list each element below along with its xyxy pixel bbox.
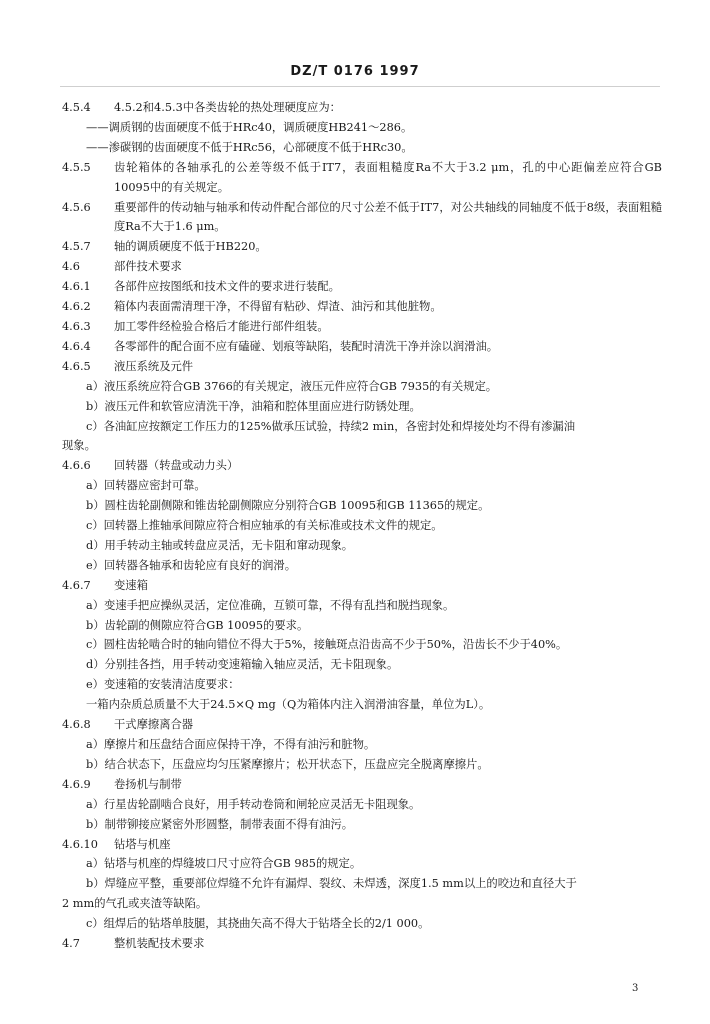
- clause-text: 4.5.2和4.5.3中各类齿轮的热处理硬度应为：: [114, 101, 341, 114]
- clause-line: [62, 98, 662, 118]
- list-item: 一箱内杂质总质量不大于24.5×Q mg（Q为箱体内注入润滑油容量，单位为L）。: [86, 698, 491, 712]
- clause-text: 重要部件的传动轴与轴承和传动件配合部位的尺寸公差不低于IT7，对公共轴线的同轴度不低于8级，表面粗糙度Ra不大于1.6 μm。: [114, 200, 662, 234]
- clause-text: 齿轮箱体的各轴承孔的公差等级不低于IT7，表面粗糙度Ra不大于3.2 μm，孔的中心距偏差应符合GB 10095中的有关规定。: [114, 160, 662, 194]
- clause-number: 4.6.8: [62, 718, 91, 732]
- list-item: c）圆柱齿轮啮合时的轴向错位不得大于5%，接触斑点沿齿高不少于50%，沿齿长不少于40%。: [86, 638, 568, 652]
- clause-line: [62, 775, 662, 795]
- clause-text: 回转器（转盘或动力头）: [114, 459, 239, 473]
- clause-line: [62, 237, 662, 257]
- document-header: DZ/T 0176 1997: [290, 64, 420, 79]
- list-item: a）回转器应密封可靠。: [86, 479, 206, 493]
- clause-line: [62, 576, 662, 596]
- list-item: c）回转器上推轴承间隙应符合相应轴承的有关标准或技术文件的规定。: [86, 519, 443, 533]
- clause-number: 4.6.7: [62, 578, 91, 592]
- clause-text: 整机装配技术要求: [114, 937, 205, 951]
- list-item: a）摩擦片和压盘结合面应保持干净，不得有油污和脏物。: [86, 738, 376, 751]
- list-item: a）液压系统应符合GB 3766的有关规定，液压元件应符合GB 7935的有关规定。: [86, 379, 498, 393]
- clause-paragraph: [62, 158, 662, 198]
- list-item: a）变速手把应操纵灵活，定位准确，互锁可靠，不得有乱挡和脱挡现象。: [86, 598, 455, 612]
- list-item: b）齿轮副的侧隙应符合GB 10095的要求。: [86, 618, 309, 632]
- clause-number: 4.6: [62, 260, 80, 274]
- clause-text: 箱体内表面需清理干净，不得留有粘砂、焊渣、油污和其他脏物。: [114, 300, 442, 314]
- continuation-line: 2 mm的气孔或夹渣等缺陷。: [62, 897, 208, 911]
- clause-line: [62, 277, 662, 297]
- clause-line: [62, 835, 662, 855]
- continuation-line: 现象。: [62, 439, 96, 453]
- clause-line: [62, 297, 662, 317]
- list-item: b）焊缝应平整，重要部位焊缝不允许有漏焊、裂纹、未焊透，深度1.5 mm以上的咬边和直径大于: [86, 877, 577, 891]
- clause-text: 加工零件经检验合格后才能进行部件组装。: [114, 319, 329, 333]
- clause-text: 轴的调质硬度不低于HB220。: [114, 240, 267, 254]
- clause-number: 4.6.6: [62, 459, 91, 473]
- clause-number: 4.6.3: [62, 319, 91, 333]
- clause-number: 4.6.9: [62, 777, 91, 791]
- list-item: a）行星齿轮副啮合良好，用手转动卷筒和闸轮应灵活无卡阻现象。: [86, 797, 421, 811]
- clause-line: [62, 357, 662, 377]
- clause-text: 各部件应按图纸和技术文件的要求进行装配。: [114, 280, 340, 294]
- list-item: c）各油缸应按额定工作压力的125%做承压试验，持续2 min，各密封处和焊接处均不得有渗漏油: [86, 419, 575, 433]
- clause-line: [62, 715, 662, 735]
- clause-paragraph: [62, 198, 662, 238]
- list-item: ——渗碳钢的齿面硬度不低于HRc56，心部硬度不低于HRc30。: [86, 140, 413, 154]
- list-item: ——调质钢的齿面硬度不低于HRc40，调质硬度HB241～286。: [86, 120, 413, 134]
- clause-line: [62, 456, 662, 476]
- clause-line: [62, 317, 662, 337]
- list-item: d）用手转动主轴或转盘应灵活，无卡阻和窜动现象。: [86, 538, 354, 552]
- list-item: b）制带铆接应紧密外形圆整，制带表面不得有油污。: [86, 817, 354, 831]
- clause-number: 4.7: [62, 937, 80, 951]
- clause-number: 4.6.10: [62, 837, 98, 851]
- clause-text: 液压系统及元件: [114, 359, 194, 373]
- clause-text: 变速箱: [114, 578, 148, 592]
- clause-number: 4.6.5: [62, 359, 91, 373]
- document-body: [62, 98, 662, 954]
- clause-number: 4.5.6: [62, 200, 91, 214]
- clause-text: 各零部件的配合面不应有磕碰、划痕等缺陷，装配时清洗干净并涂以润滑油。: [114, 339, 499, 353]
- list-item: e）回转器各轴承和齿轮应有良好的润滑。: [86, 558, 297, 572]
- clause-line: [62, 934, 662, 954]
- header-rule: [60, 86, 660, 87]
- clause-number: 4.5.4: [62, 101, 91, 114]
- list-item: d）分别挂各挡，用手转动变速箱输入轴应灵活，无卡阻现象。: [86, 658, 399, 672]
- list-item: b）圆柱齿轮副侧隙和锥齿轮副侧隙应分别符合GB 10095和GB 11365的规定。: [86, 499, 490, 513]
- clause-text: 卷扬机与制带: [114, 777, 182, 791]
- clause-line: [62, 257, 662, 277]
- list-item: a）钻塔与机座的焊缝坡口尺寸应符合GB 985的规定。: [86, 857, 362, 871]
- list-item: b）液压元件和软管应清洗干净，油箱和腔体里面应进行防锈处理。: [86, 399, 421, 413]
- clause-number: 4.6.2: [62, 300, 91, 314]
- clause-text: 钻塔与机座: [114, 837, 171, 851]
- clause-number: 4.6.4: [62, 339, 91, 353]
- clause-line: [62, 337, 662, 357]
- clause-text: 干式摩擦离合器: [114, 718, 194, 732]
- list-item: c）组焊后的钻塔单肢腿，其挠曲矢高不得大于钻塔全长的2/1 000。: [86, 917, 430, 931]
- clause-number: 4.5.7: [62, 240, 91, 254]
- list-item: e）变速箱的安装清洁度要求：: [86, 678, 240, 692]
- page-number: 3: [632, 983, 639, 994]
- clause-number: 4.5.5: [62, 160, 91, 174]
- list-item: b）结合状态下，压盘应均匀压紧摩擦片；松开状态下，压盘应完全脱离摩擦片。: [86, 757, 489, 771]
- clause-text: 部件技术要求: [114, 260, 182, 274]
- clause-number: 4.6.1: [62, 280, 91, 294]
